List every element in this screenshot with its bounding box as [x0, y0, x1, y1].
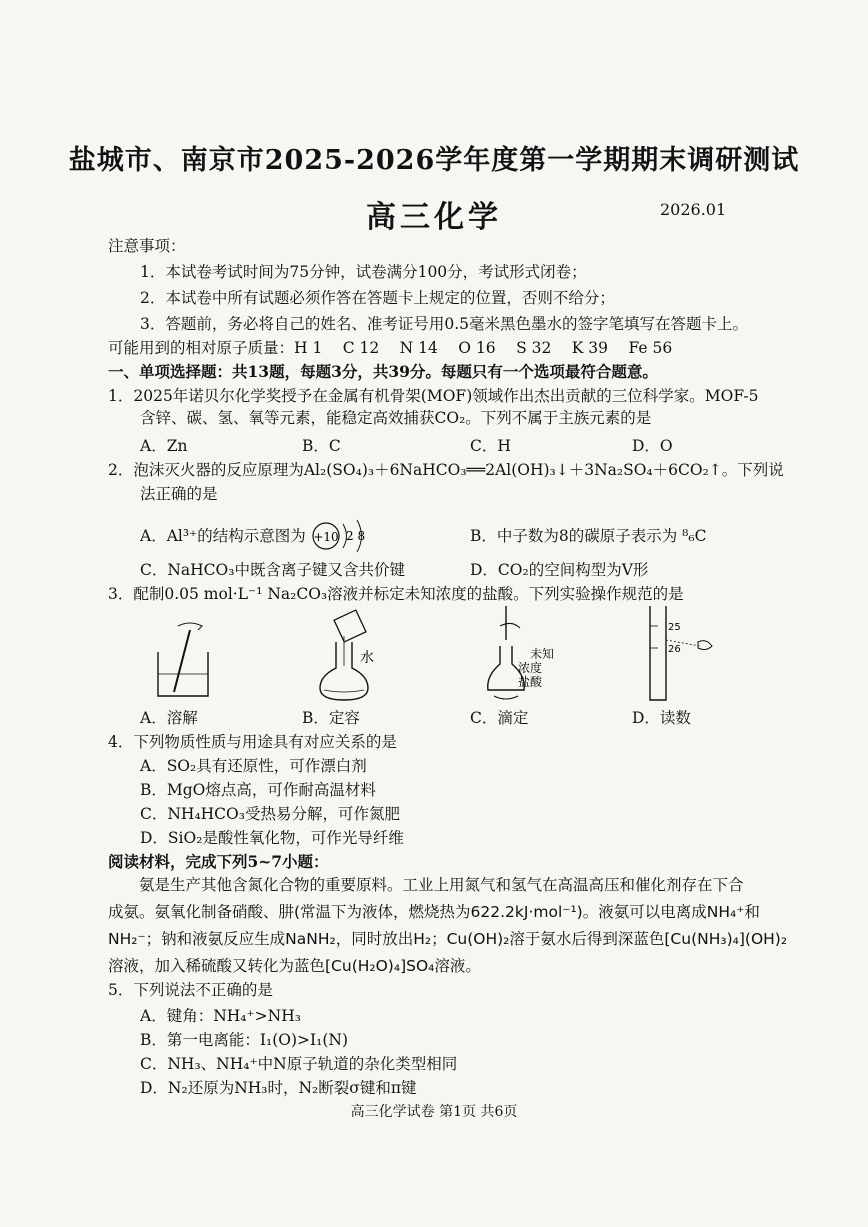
exam-date: 2026.01 — [660, 200, 727, 219]
section-heading: 一、单项选择题：共13题，每题3分，共39分。每题只有一个选项最符合题意。 — [108, 362, 658, 381]
question-5-stem: 5．下列说法不正确的是 — [108, 981, 273, 999]
burette-reading-figure — [640, 604, 720, 702]
question-3-option-d: D．读数 — [632, 709, 691, 727]
question-1-option-a: A．Zn — [140, 437, 188, 455]
reading-line: 溶液，加入稀硫酸又转化为蓝色[Cu(H₂O)₄]SO₄溶液。 — [108, 957, 481, 975]
question-3-option-a: A．溶解 — [140, 709, 198, 727]
question-2-option-c: C．NaHCO₃中既含离子键又含共价键 — [140, 561, 405, 579]
reading-line: 氨是生产其他含氮化合物的重要原料。工业上用氮气和氢气在高温高压和催化剂存在下合 — [108, 876, 744, 894]
question-1-stem: 1．2025年诺贝尔化学奖授予在金属有机骨架(MOF)领域作出杰出贡献的三位科学家。MOF-5 — [108, 387, 759, 405]
ion-structure-diagram — [310, 514, 380, 556]
question-1-option-c: C．H — [470, 437, 511, 455]
note-item: 1．本试卷考试时间为75分钟，试卷满分100分，考试形式闭卷； — [140, 263, 587, 281]
reading-line: 成氨。氨氧化制备硝酸、肼(常温下为液体，燃烧热为622.2kJ·mol⁻¹)。液氨可以电离成NH₄⁺和 — [108, 903, 760, 921]
eye-icon — [698, 641, 712, 650]
titration-figure — [482, 606, 568, 702]
question-2-option-a: A．Al³⁺的结构示意图为 — [140, 527, 306, 545]
question-5-option-d: D．N₂还原为NH₃时，N₂断裂σ键和π键 — [140, 1079, 417, 1097]
nucleus-charge: +10 — [313, 530, 339, 544]
question-3-option-c: C．滴定 — [470, 709, 529, 727]
atomic-masses: 可能用到的相对原子质量：H 1 C 12 N 14 O 16 S 32 K 39 Fe 56 — [108, 339, 673, 357]
question-4-option-b: B．MgO熔点高，可作耐高温材料 — [140, 781, 376, 799]
notes-heading: 注意事项： — [108, 237, 186, 255]
reading-line: NH₂⁻；钠和液氨反应生成NaNH₂，同时放出H₂；Cu(OH)₂溶于氨水后得到深蓝色[Cu(NH₃)₄](OH)₂ — [108, 930, 788, 948]
note-item: 3．答题前，务必将自己的姓名、准考证号用0.5毫米黑色墨水的签字笔填写在答题卡上。 — [140, 315, 749, 333]
note-item: 2．本试卷中所有试题必须作答在答题卡上规定的位置，否则不给分； — [140, 289, 615, 307]
pouring-beaker — [334, 610, 366, 642]
question-2-stem: 法正确的是 — [140, 485, 218, 503]
exam-title: 盐城市、南京市2025-2026学年度第一学期期末调研测试 — [68, 145, 800, 176]
question-1-option-b: B．C — [302, 437, 341, 455]
beaker-dissolve-figure — [150, 612, 220, 702]
page-footer: 高三化学试卷 第1页 共6页 — [350, 1104, 518, 1120]
swirl-hand — [494, 696, 518, 699]
scale-mark: 26 — [668, 644, 681, 655]
question-5-option-c: C．NH₃、NH₄⁺中N原子轨道的杂化类型相同 — [140, 1055, 458, 1073]
water-label: 水 — [360, 650, 374, 666]
question-5-option-a: A．键角：NH₄⁺>NH₃ — [140, 1007, 301, 1025]
question-4-stem: 4．下列物质性质与用途具有对应关系的是 — [108, 733, 397, 751]
question-3-stem: 3．配制0.05 mol·L⁻¹ Na₂CO₃溶液并标定未知浓度的盐酸。下列实验操作规范的是 — [108, 585, 684, 603]
question-2-option-d: D．CO₂的空间构型为V形 — [470, 561, 649, 579]
question-2-option-b: B．中子数为8的碳原子表示为 ⁸₆C — [470, 527, 707, 545]
stirring-rod — [174, 630, 190, 692]
flask-label: 未知 — [530, 647, 555, 661]
scale-mark: 25 — [668, 622, 681, 633]
question-5-option-b: B．第一电离能：I₁(O)>I₁(N) — [140, 1031, 349, 1049]
question-3-option-b: B．定容 — [302, 709, 360, 727]
flask-liquid — [324, 690, 364, 692]
flask-label: 浓度 — [518, 661, 543, 675]
question-4-option-d: D．SiO₂是酸性氧化物，可作光导纤维 — [140, 829, 404, 847]
subject-title: 高三化学 — [366, 200, 502, 235]
question-4-option-c: C．NH₄HCO₃受热易分解，可作氮肥 — [140, 805, 400, 823]
stir-arrow — [178, 623, 202, 630]
reading-heading: 阅读材料，完成下列5~7小题： — [108, 852, 329, 871]
hand-outline — [500, 623, 520, 628]
question-2-stem: 2．泡沫灭火器的反应原理为Al₂(SO₄)₃＋6NaHCO₃══2Al(OH)₃↓＋3Na₂SO₄＋6CO₂↑。下列说 — [108, 461, 784, 479]
question-4-option-a: A．SO₂具有还原性，可作漂白剂 — [140, 757, 367, 775]
question-1-stem: 含锌、碳、氢、氧等元素，能稳定高效捕获CO₂。下列不属于主族元素的是 — [140, 409, 652, 427]
question-1-option-d: D．O — [632, 437, 673, 455]
reading-passage — [108, 872, 788, 980]
flask-label: 盐酸 — [518, 675, 543, 689]
volumetric-flask-figure — [308, 606, 398, 702]
burette-tube — [650, 606, 666, 700]
shell-electrons: 2 8 — [346, 529, 366, 543]
